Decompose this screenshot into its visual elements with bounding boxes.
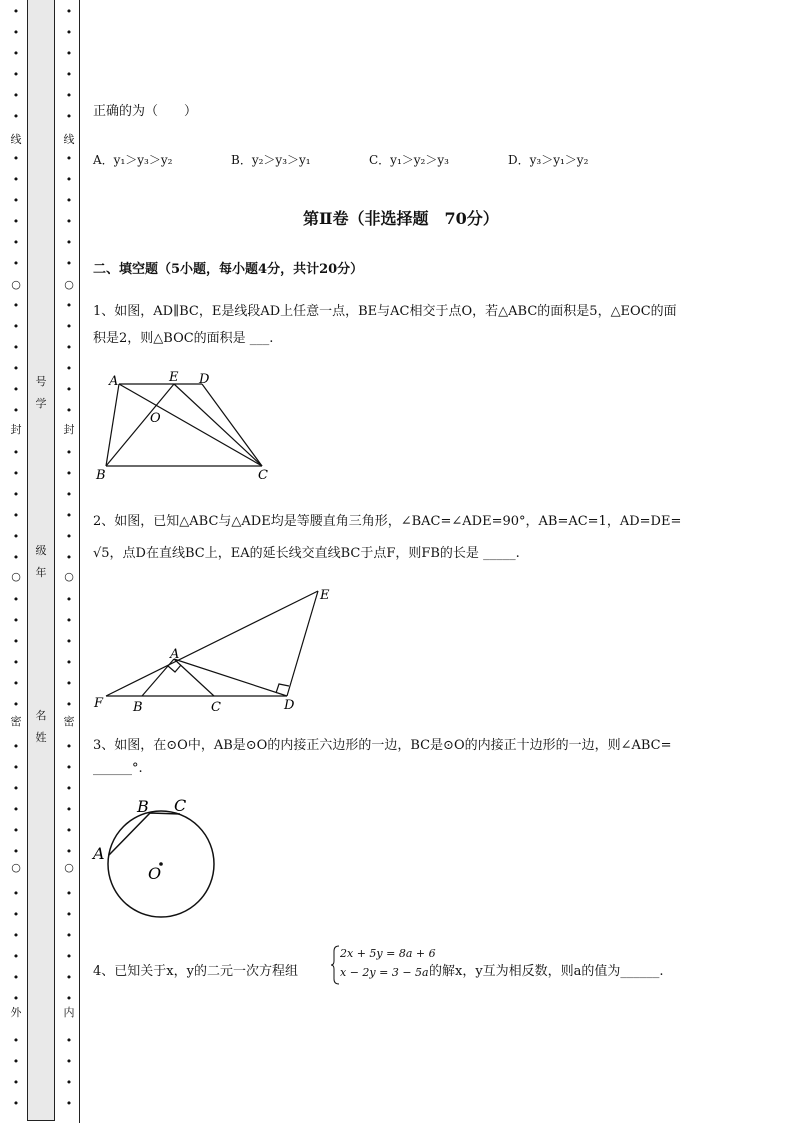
inner-margin-dot: •: [65, 698, 73, 711]
inner-margin-dot: •: [65, 467, 73, 480]
inner-margin-dot: •: [65, 908, 73, 921]
info-label-xing: 姓: [35, 731, 47, 744]
inner-margin-dot: •: [65, 551, 73, 564]
outer-margin-dot: •: [12, 26, 20, 39]
inner-margin-dot: •: [65, 761, 73, 774]
outer-margin-dot: •: [12, 215, 20, 228]
prev-question-stem: 正确的为（ ）: [93, 104, 198, 119]
inner-margin-dot: •: [65, 845, 73, 858]
outer-margin-dot: •: [12, 761, 20, 774]
inner-margin-dot: •: [65, 257, 73, 270]
outer-margin-dot: •: [12, 341, 20, 354]
inner-margin-dot: •: [65, 614, 73, 627]
q2-line1: 2、如图，已知△ABC与△ADE均是等腰直角三角形，∠BAC=∠ADE=90°，AB=AC=1，AD=DE=: [93, 514, 682, 529]
outer-margin-dot: •: [12, 551, 20, 564]
inner-margin-dot: •: [65, 299, 73, 312]
inner-margin-dot: •: [65, 383, 73, 396]
inner-margin-dot: •: [65, 152, 73, 165]
q3-figure: [90, 792, 225, 922]
outer-margin-column: [10, 0, 22, 1123]
q2-label-a: A: [170, 647, 180, 662]
inner-margin-dot: •: [65, 194, 73, 207]
part-title: 第Ⅱ卷（非选择题 70分）: [303, 209, 499, 228]
outer-margin-dot: •: [12, 782, 20, 795]
outer-margin-dot: •: [12, 383, 20, 396]
q3-label-o: O: [148, 864, 162, 883]
q1-label-o: O: [150, 411, 161, 426]
binding-line: [79, 0, 80, 1123]
outer-margin-dot: •: [12, 173, 20, 186]
inner-margin-dot: •: [65, 68, 73, 81]
outer-margin-dot: •: [12, 614, 20, 627]
inner-margin-dot: •: [65, 26, 73, 39]
outer-margin-dot: •: [12, 89, 20, 102]
info-label-nian: 年: [35, 566, 47, 579]
outer-margin-label: 密: [10, 715, 22, 728]
option-b: B．y₂＞y₃＞y₁: [231, 153, 311, 167]
outer-margin-circle: ○: [11, 278, 21, 291]
q2-label-c: C: [211, 700, 221, 715]
outer-margin-dot: •: [12, 593, 20, 606]
inner-margin-dot: •: [65, 824, 73, 837]
inner-margin-dot: •: [65, 971, 73, 984]
q4-eq2: x − 2y = 3 − 5a: [340, 966, 429, 979]
inner-margin-dot: •: [65, 341, 73, 354]
outer-margin-dot: •: [12, 740, 20, 753]
outer-margin-dot: •: [12, 68, 20, 81]
info-label-ming: 名: [35, 709, 47, 722]
outer-margin-dot: •: [12, 992, 20, 1005]
q1-figure: [92, 368, 282, 483]
student-info-strip: [27, 0, 55, 1121]
inner-margin-label: 线: [63, 133, 75, 146]
q1-label-c: C: [258, 468, 268, 483]
option-a: A．y₁＞y₃＞y₂: [93, 153, 173, 167]
inner-margin-dot: •: [65, 1097, 73, 1110]
q4-equation-system: [331, 945, 436, 985]
inner-margin-dot: •: [65, 782, 73, 795]
inner-margin-circle: ○: [64, 861, 74, 874]
q2-line2: √5，点D在直线BC上，EA的延长线交直线BC于点F，则FB的长是 _____.: [93, 546, 520, 561]
inner-margin-label: 内: [63, 1006, 75, 1019]
inner-margin-column: [63, 0, 75, 1123]
q1-line1: 1、如图，AD∥BC，E是线段AD上任意一点，BE与AC相交于点O，若△ABC的面积是5，△EOC的面: [93, 304, 677, 319]
inner-margin-dot: •: [65, 803, 73, 816]
outer-margin-dot: •: [12, 362, 20, 375]
inner-margin-dot: •: [65, 5, 73, 18]
q2-label-b: B: [133, 700, 143, 715]
inner-margin-dot: •: [65, 488, 73, 501]
outer-margin-dot: •: [12, 467, 20, 480]
inner-margin-dot: •: [65, 173, 73, 186]
outer-margin-dot: •: [12, 677, 20, 690]
inner-margin-dot: •: [65, 929, 73, 942]
q2-label-e: E: [320, 588, 330, 603]
q1-label-e: E: [169, 370, 179, 385]
q3-label-b: B: [137, 797, 149, 816]
outer-margin-dot: •: [12, 47, 20, 60]
inner-margin-dot: •: [65, 950, 73, 963]
outer-margin-dot: •: [12, 1097, 20, 1110]
outer-margin-dot: •: [12, 950, 20, 963]
outer-margin-dot: •: [12, 257, 20, 270]
outer-margin-dot: •: [12, 194, 20, 207]
outer-margin-dot: •: [12, 845, 20, 858]
inner-margin-dot: •: [65, 1055, 73, 1068]
inner-margin-dot: •: [65, 110, 73, 123]
inner-margin-dot: •: [65, 509, 73, 522]
inner-margin-dot: •: [65, 677, 73, 690]
outer-margin-dot: •: [12, 152, 20, 165]
outer-margin-dot: •: [12, 110, 20, 123]
inner-margin-dot: •: [65, 1076, 73, 1089]
q1-line2: 积是2，则△BOC的面积是 ___.: [93, 331, 274, 346]
outer-margin-dot: •: [12, 803, 20, 816]
outer-margin-dot: •: [12, 635, 20, 648]
inner-margin-dot: •: [65, 47, 73, 60]
outer-margin-dot: •: [12, 5, 20, 18]
q2-label-f: F: [94, 696, 104, 711]
inner-margin-circle: ○: [64, 278, 74, 291]
outer-margin-dot: •: [12, 698, 20, 711]
outer-margin-dot: •: [12, 320, 20, 333]
info-label-hao: 号: [35, 375, 47, 388]
inner-margin-dot: •: [65, 404, 73, 417]
inner-margin-dot: •: [65, 887, 73, 900]
outer-margin-dot: •: [12, 1034, 20, 1047]
inner-margin-dot: •: [65, 1034, 73, 1047]
q2-figure: [92, 585, 342, 715]
section-heading: 二、填空题（5小题，每小题4分，共计20分）: [93, 262, 364, 277]
info-label-ji: 级: [35, 544, 47, 557]
outer-margin-dot: •: [12, 929, 20, 942]
inner-margin-dot: •: [65, 236, 73, 249]
outer-margin-label: 封: [10, 423, 22, 436]
inner-margin-dot: •: [65, 215, 73, 228]
outer-margin-label: 线: [10, 133, 22, 146]
q4-text-before: 4、已知关于x，y的二元一次方程组: [93, 964, 298, 979]
q2-label-d: D: [284, 698, 295, 713]
outer-margin-dot: •: [12, 299, 20, 312]
inner-margin-dot: •: [65, 635, 73, 648]
q4-text-after: 的解x，y互为相反数，则a的值为______.: [429, 964, 664, 979]
outer-margin-dot: •: [12, 404, 20, 417]
info-label-xue: 学: [35, 397, 47, 410]
outer-margin-circle: ○: [11, 570, 21, 583]
outer-margin-dot: •: [12, 446, 20, 459]
outer-margin-dot: •: [12, 971, 20, 984]
inner-margin-dot: •: [65, 656, 73, 669]
inner-margin-circle: ○: [64, 570, 74, 583]
q1-label-a: A: [109, 374, 119, 389]
q1-label-b: B: [96, 468, 106, 483]
option-c: C．y₁＞y₂＞y₃: [369, 153, 449, 167]
inner-margin-label: 密: [63, 715, 75, 728]
q3-line1: 3、如图，在⊙O中，AB是⊙O的内接正六边形的一边，BC是⊙O的内接正十边形的一边，则∠ABC=: [93, 738, 672, 753]
outer-margin-dot: •: [12, 908, 20, 921]
inner-margin-dot: •: [65, 530, 73, 543]
inner-margin-dot: •: [65, 320, 73, 333]
outer-margin-dot: •: [12, 1055, 20, 1068]
outer-margin-dot: •: [12, 488, 20, 501]
inner-margin-label: 封: [63, 423, 75, 436]
q4-eq1: 2x + 5y = 8a + 6: [340, 947, 436, 960]
outer-margin-dot: •: [12, 509, 20, 522]
outer-margin-circle: ○: [11, 861, 21, 874]
q4-text: [93, 960, 298, 979]
q3-label-c: C: [174, 796, 187, 815]
outer-margin-dot: •: [12, 236, 20, 249]
q3-label-a: A: [93, 844, 105, 863]
inner-margin-dot: •: [65, 740, 73, 753]
option-d: D．y₃＞y₁＞y₂: [508, 153, 589, 167]
q3-line2: ______°.: [93, 761, 143, 776]
outer-margin-dot: •: [12, 1076, 20, 1089]
q1-label-d: D: [199, 372, 210, 387]
inner-margin-dot: •: [65, 446, 73, 459]
inner-margin-dot: •: [65, 362, 73, 375]
outer-margin-dot: •: [12, 824, 20, 837]
outer-margin-label: 外: [10, 1006, 22, 1019]
inner-margin-dot: •: [65, 89, 73, 102]
inner-margin-dot: •: [65, 593, 73, 606]
outer-margin-dot: •: [12, 656, 20, 669]
inner-margin-dot: •: [65, 992, 73, 1005]
outer-margin-dot: •: [12, 530, 20, 543]
outer-margin-dot: •: [12, 887, 20, 900]
